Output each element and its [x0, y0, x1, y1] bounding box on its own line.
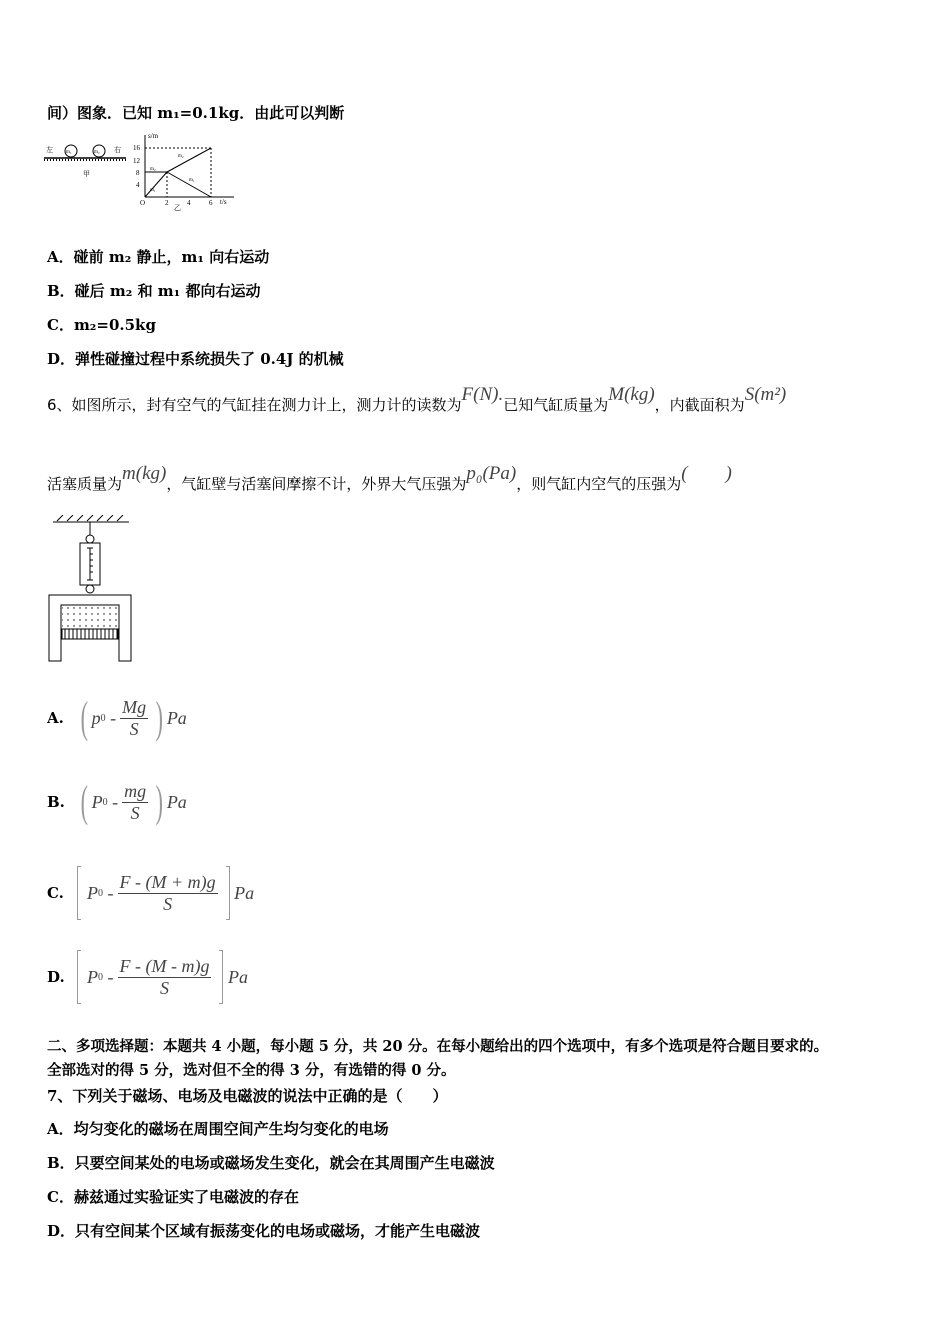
denominator: S: [129, 718, 139, 739]
p0: P: [91, 791, 103, 812]
minus: -: [107, 966, 114, 987]
denominator: S: [159, 977, 169, 998]
q6-option-b[interactable]: [47, 777, 187, 826]
text: 6、如图所示，封有空气的气缸挂在测力计上，测力计的读数为: [47, 396, 462, 414]
q5-option-b[interactable]: B．碰后 m₂ 和 m₁ 都向右运动: [47, 282, 261, 300]
p0: P: [87, 882, 98, 903]
line-label: m₂: [178, 154, 184, 159]
fig-ball2: m₂: [94, 150, 100, 155]
fig-jia: 甲: [83, 170, 90, 178]
numerator: Mg: [122, 696, 147, 717]
section2-instructions-2: 全部选对的得 5 分，选对但不全的得 3 分，有选错的得 0 分。: [47, 1062, 456, 1079]
formula: ( p 0 - $\frac{Mg}{S}$ ) Pa: [80, 693, 187, 742]
option-label: B.: [47, 793, 65, 811]
fig-ylabel: s/m: [148, 132, 159, 140]
q7-option-b[interactable]: B．只要空间某处的电场或磁场发生变化，就会在其周围产生电磁波: [47, 1154, 495, 1172]
math: m(kg): [122, 463, 167, 484]
fig-left-label: 左: [46, 146, 53, 154]
numerator: F - (M - m)g: [119, 955, 210, 976]
math: ( ): [681, 463, 732, 484]
q6-option-c[interactable]: [47, 866, 254, 920]
q7-stem: 7、下列关于磁场、电场及电磁波的说法中正确的是（ ）: [47, 1087, 448, 1105]
numerator: F - (M + m)g: [119, 871, 216, 892]
formula: P 0 - $\frac{F - (M - m)g}{S}$ Pa: [77, 950, 248, 1004]
q5-option-d[interactable]: D．弹性碰撞过程中系统损失了 0.4J 的机械: [47, 350, 344, 368]
numerator: mg: [124, 780, 147, 801]
q7-option-a[interactable]: A．均匀变化的磁场在周围空间产生均匀变化的电场: [47, 1120, 389, 1138]
cylinder-figure: [47, 515, 137, 665]
math: M(kg): [608, 384, 655, 405]
denominator: S: [163, 893, 173, 914]
line-label: m₁: [150, 188, 156, 193]
xtick: 2: [165, 199, 169, 207]
fig-xlabel: t/s: [220, 198, 227, 206]
text: 已知气缸质量为: [503, 396, 609, 414]
minus: -: [112, 791, 119, 812]
section2-instructions-1: 二、多项选择题：本题共 4 小题，每小题 5 分，共 20 分。在每小题给出的四个选项中，有多个选项是符合题目要求的。: [47, 1038, 829, 1055]
q5-option-a[interactable]: A．碰前 m₂ 静止，m₁ 向右运动: [47, 248, 270, 266]
text: ，气缸壁与活塞间摩擦不计，外界大气压强为: [166, 475, 467, 493]
q6-stem-line1: [47, 384, 787, 416]
ytick: 16: [133, 144, 140, 152]
denominator: S: [130, 802, 140, 823]
option-label: A.: [47, 709, 64, 727]
option-label: D.: [47, 968, 65, 986]
xtick: 6: [209, 199, 213, 207]
line-label: m₂: [150, 167, 156, 172]
math: S(m²): [744, 384, 787, 405]
unit: Pa: [227, 966, 248, 987]
ytick: 4: [136, 181, 140, 189]
line-label: m₁: [189, 178, 195, 183]
unit: Pa: [166, 791, 187, 812]
q6-option-a[interactable]: [47, 693, 187, 742]
math: p₀(Pa): [466, 463, 517, 484]
fig-right-label: 右: [114, 146, 121, 154]
q6-stem-line2: [47, 463, 732, 495]
q6-option-d[interactable]: [47, 950, 248, 1004]
p0: p: [91, 707, 101, 728]
fig-yi: 乙: [174, 204, 181, 212]
q5-stem-tail: 间）图象．已知 m₁=0.1kg．由此可以判断: [47, 104, 345, 122]
minus: -: [107, 882, 114, 903]
option-label: C.: [47, 884, 64, 902]
q5-figure: [44, 130, 244, 215]
ytick: 8: [136, 169, 140, 177]
formula: ( P 0 - $\frac{mg}{S}$ ) Pa: [80, 777, 187, 826]
math: F(N).: [461, 384, 504, 405]
q5-option-c[interactable]: C．m₂=0.5kg: [47, 316, 156, 334]
unit: Pa: [234, 882, 255, 903]
p0: P: [87, 966, 98, 987]
q7-option-c[interactable]: C．赫兹通过实验证实了电磁波的存在: [47, 1188, 299, 1206]
text: ，内截面积为: [654, 396, 745, 414]
unit: Pa: [166, 707, 187, 728]
fig-origin: O: [140, 199, 146, 207]
text: ，则气缸内空气的压强为: [516, 475, 682, 493]
q7-option-d[interactable]: D．只有空间某个区域有振荡变化的电场或磁场，才能产生电磁波: [47, 1222, 481, 1240]
xtick: 4: [187, 199, 191, 207]
formula: P 0 - $\frac{F - (M + m)g}{S}$ Pa: [77, 866, 254, 920]
minus: -: [110, 707, 117, 728]
text: 活塞质量为: [47, 475, 123, 493]
fig-ball1: m₁: [66, 150, 72, 155]
ytick: 12: [133, 157, 140, 165]
